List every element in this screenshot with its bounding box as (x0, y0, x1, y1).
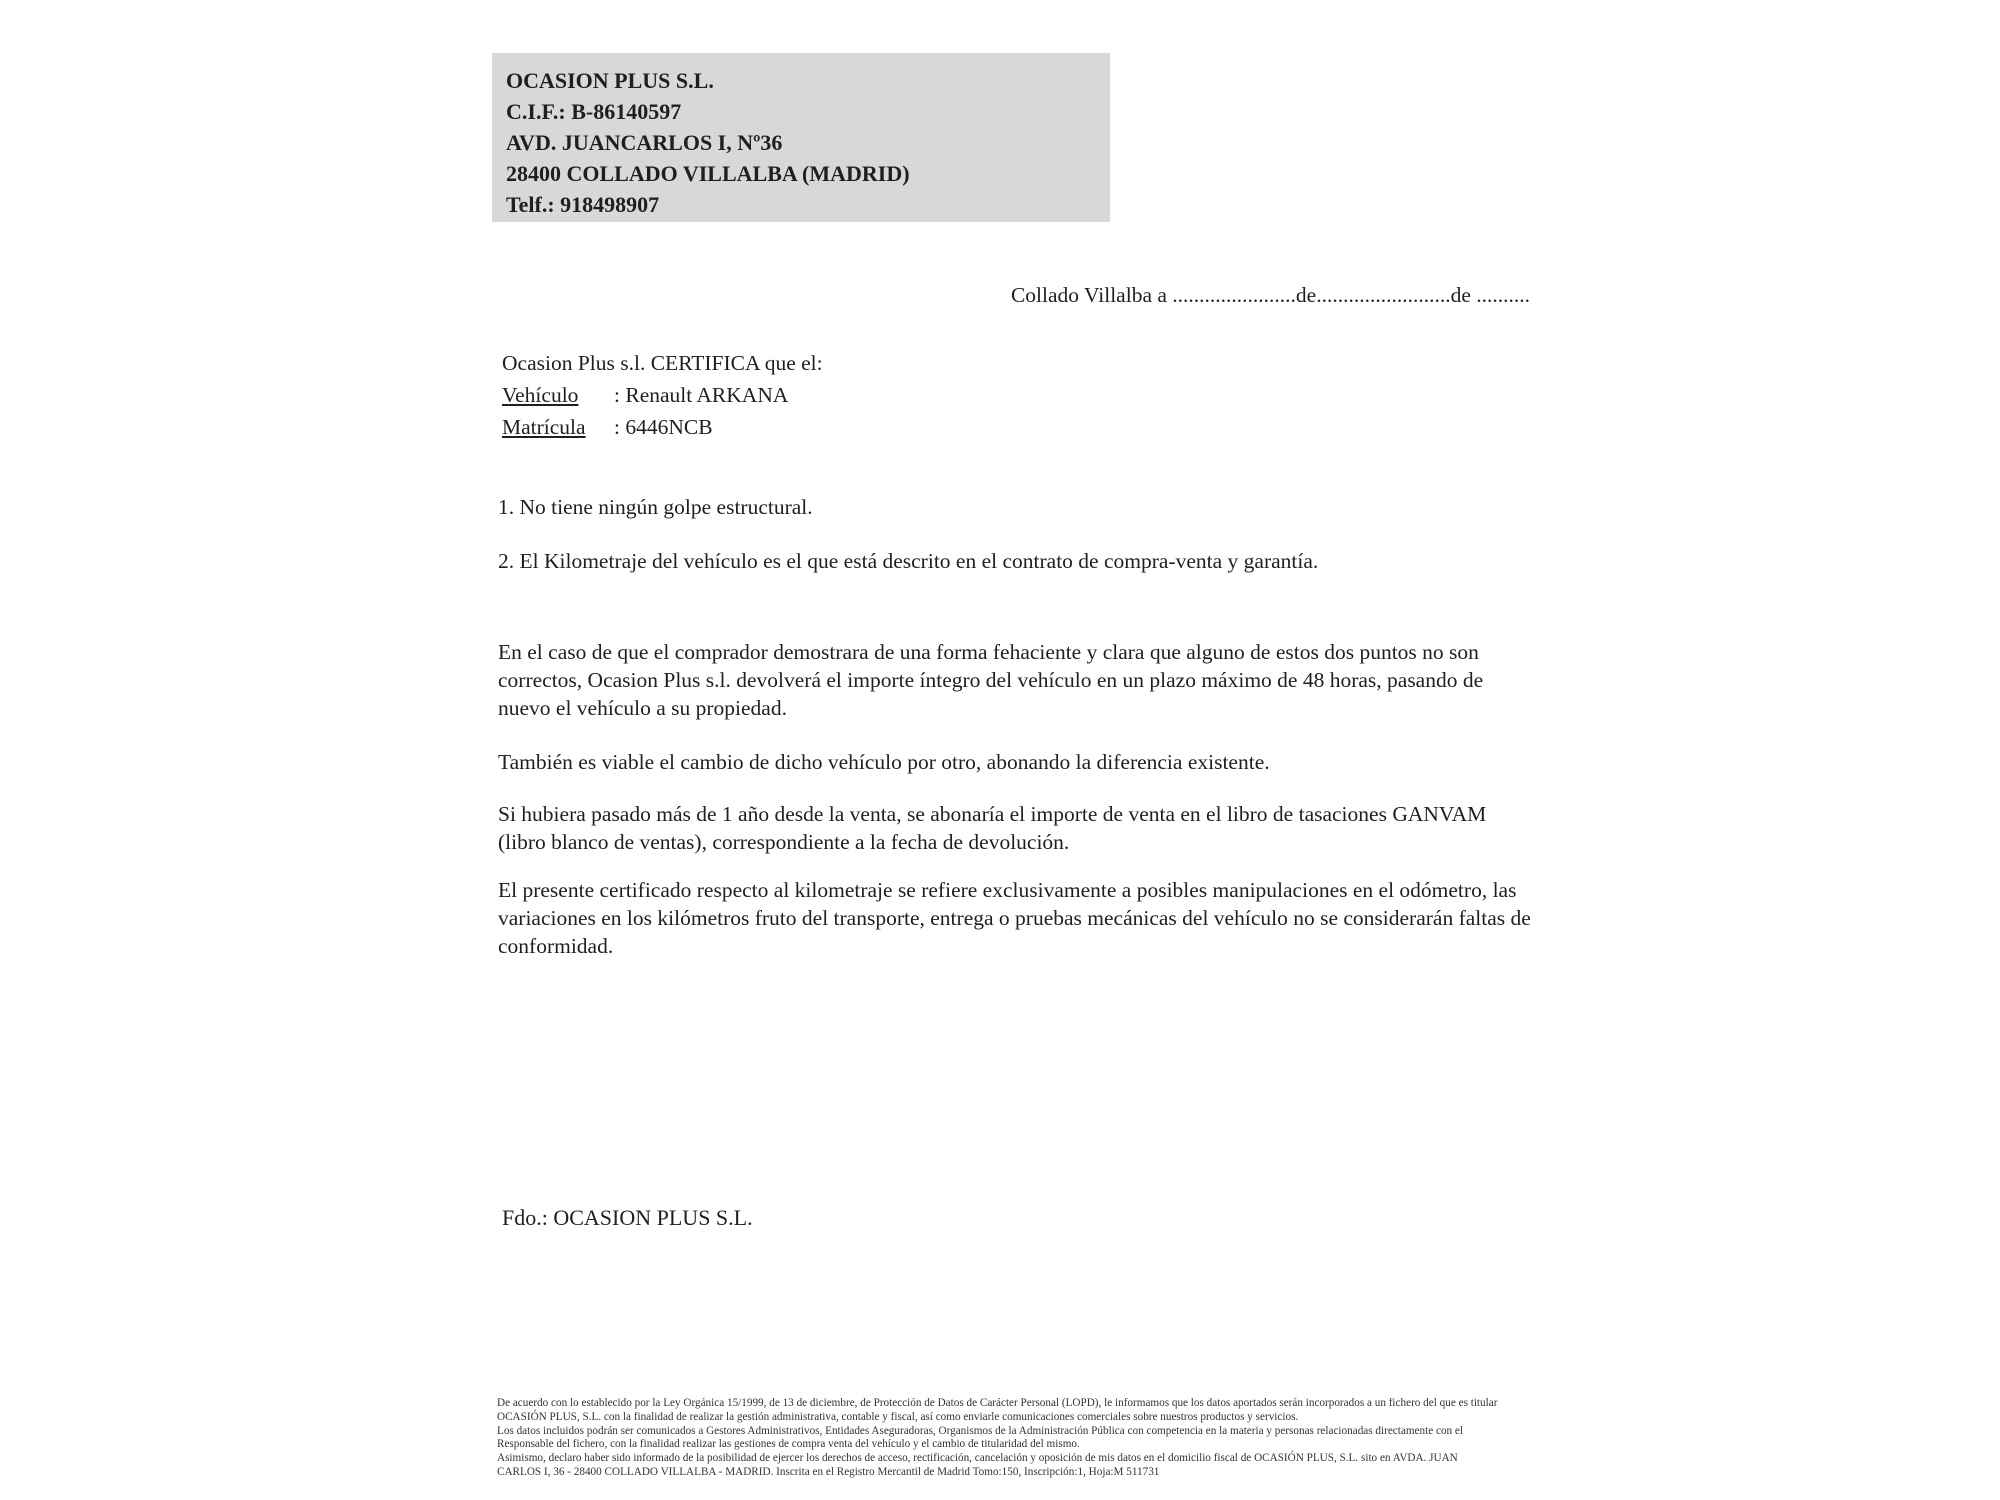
vehicle-row (502, 379, 823, 411)
legal-line-5: Asimismo, declaro haber sido informado de la posibilidad de ejercer los derechos de acceso, rectificación, cancelación y oposición de mis datos en el domicilio fiscal de OCASIÓN PLUS, S.L. sito en AVDA. JUAN (497, 1452, 1458, 1465)
date-line: Collado Villalba a .......................de.........................de .......... (1010, 283, 1530, 307)
vehicle-value: : Renault ARKANA (614, 383, 789, 407)
legal-line-3: Los datos incluidos podrán ser comunicados a Gestores Administrativos, Entidades Aseguradoras, Organismos de la Administración Pública con competencia en la materia y personas relacionadas directamente con el (497, 1424, 1463, 1437)
company-phone: Telf.: 918498907 (506, 192, 660, 217)
signature-line: Fdo.: OCASION PLUS S.L. (502, 1205, 753, 1230)
clause-1: 1. No tiene ningún golpe estructural. (498, 495, 813, 519)
company-cif: C.I.F.: B-86140597 (506, 99, 682, 124)
legal-line-4: Responsable del fichero, con la finalidad realizar las gestiones de compra venta del vehículo y el cambio de titularidad del mismo. (497, 1438, 1080, 1451)
paragraph-ganvam-valuation: Si hubiera pasado más de 1 año desde la venta, se abonaría el importe de venta en el libro de tasaciones GANVAM (libro blanco de ventas), correspondiente a la fecha de devolución. (498, 802, 1487, 854)
certification-block (502, 347, 823, 443)
legal-line-2: OCASIÓN PLUS, S.L. con la finalidad de realizar la gestión administrativa, contable y fiscal, así como enviarle comunicaciones comerciales sobre nuestros productos y servicios. (497, 1410, 1299, 1423)
legal-line-6: CARLOS I, 36 - 28400 COLLADO VILLALBA - MADRID. Inscrita en el Registro Mercantil de Madrid Tomo:150, Inscripción:1, Hoja:M 511731 (497, 1465, 1160, 1478)
legal-line-1: De acuerdo con lo establecido por la Ley Orgánica 15/1999, de 13 de diciembre, de Protección de Datos de Carácter Personal (LOPD), le informamos que los datos aportados serán incorporados a un fichero del que es titular (497, 1397, 1498, 1409)
clause-2: 2. El Kilometraje del vehículo es el que está descrito en el contrato de compra-venta y garantía. (498, 549, 1319, 573)
company-header-box (492, 53, 1110, 222)
plate-row (502, 411, 823, 443)
company-city: 28400 COLLADO VILLALBA (MADRID) (506, 161, 910, 186)
company-name: OCASION PLUS S.L. (506, 68, 714, 93)
paragraph-refund-policy: En el caso de que el comprador demostrara de una forma fehaciente y clara que alguno de estos dos puntos no son correctos, Ocasion Plus s.l. devolverá el importe íntegro del vehículo en un plazo máximo de 48 horas, pasando de nuevo el vehículo a su propiedad. (498, 640, 1484, 720)
legal-footnote (497, 1397, 1542, 1480)
vehicle-label: Vehículo (502, 383, 579, 407)
plate-label: Matrícula (502, 415, 586, 439)
paragraph-odometer-disclaimer: El presente certificado respecto al kilometraje se refiere exclusivamente a posibles manipulaciones en el odómetro, las variaciones en los kilómetros fruto del transporte, entrega o pruebas mecánicas del vehículo no se considerarán faltas de conformidad. (498, 878, 1531, 958)
paragraph-exchange-option: También es viable el cambio de dicho vehículo por otro, abonando la diferencia existente. (498, 750, 1270, 774)
certify-intro: Ocasion Plus s.l. CERTIFICA que el: (502, 351, 823, 375)
company-address: AVD. JUANCARLOS I, Nº36 (506, 130, 783, 155)
plate-value: : 6446NCB (614, 415, 713, 439)
